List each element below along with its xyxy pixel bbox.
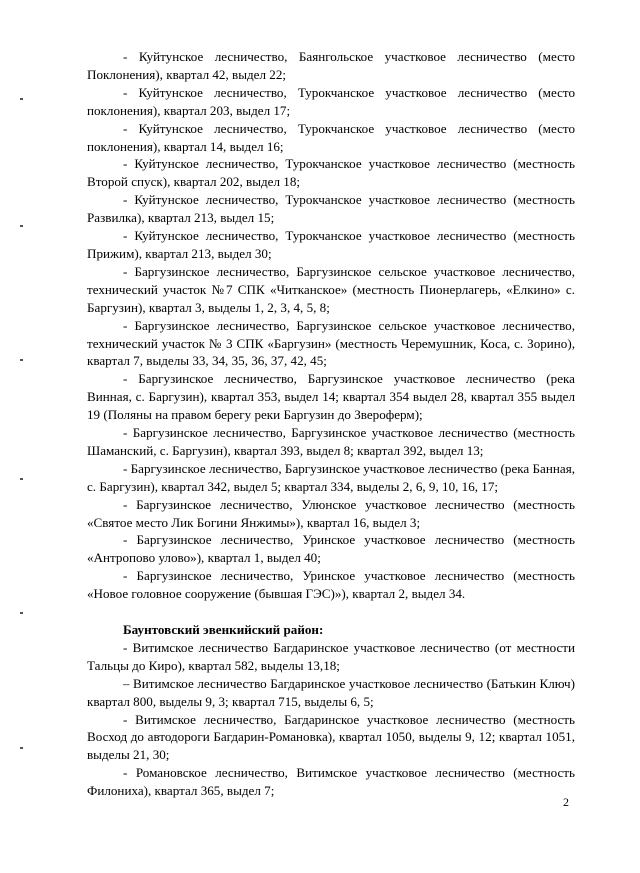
list-item: - Витимское лесничество Багдаринское участковое лесничество (от местности Тальцы до Киро), квартал 582, выделы 13,18; — [87, 639, 575, 673]
list-item: – Витимское лесничество Багдаринское участковое лесничество (Батькин Ключ) квартал 800, выделы 9, 3; квартал 715, выделы 6, 5; — [87, 675, 575, 709]
scan-mark — [20, 478, 23, 480]
list-item: - Баргузинское лесничество, Баргузинское участковое лесничество (река Винная, с. Баргузин), квартал 353, выдел 14; квартал 354 выдел 28, квартал 355 выдел 19 (Поляны на правом берегу реки Баргузин до Звероферм); — [87, 371, 575, 423]
list-item: - Куйтунское лесничество, Баянгольское участковое лесничество (место Поклонения), квартал 42, выдел 22; — [87, 49, 575, 82]
list-item: - Баргузинское лесничество, Баргузинское участковое лесничество (река Банная, с. Баргузин), квартал 342, выдел 5; квартал 334, выделы 2, 6, 9, 10, 16, 17; — [87, 460, 575, 494]
list-item: - Куйтунское лесничество, Турокчанское участковое лесничество (место поклонения), квартал 14, выдел 16; — [87, 120, 575, 154]
list-item: - Баргузинское лесничество, Уринское участковое лесничество (местность «Новое головное сооружение (бывшая ГЭС)»), квартал 2, выдел 34. — [87, 568, 575, 602]
list-item: - Куйтунское лесничество, Турокчанское участковое лесничество (место поклонения), квартал 203, выдел 17; — [87, 84, 575, 118]
scan-mark — [20, 359, 23, 361]
list-item: - Романовское лесничество, Витимское участковое лесничество (местность Филониха), квартал 365, выдел 7; — [87, 765, 575, 799]
document-body — [87, 48, 575, 800]
list-item: - Баргузинское лесничество, Баргузинское сельское участковое лесничество, технический участок № 3 СПК «Баргузин» (местность Черемушник, Коса, с. Зорино), квартал 7, выделы 33, 34, 35, 36, 37, 42, 45; — [87, 317, 575, 369]
spacer — [87, 603, 575, 621]
list-item: - Баргузинское лесничество, Баргузинское участковое лесничество (местность Шаманский, с. Баргузин), квартал 393, выдел 8; квартал 392, выдел 13; — [87, 425, 575, 458]
list-item: - Куйтунское лесничество, Турокчанское участковое лесничество (местность Развилка), квартал 213, выдел 15; — [87, 192, 575, 226]
list-item: - Куйтунское лесничество, Турокчанское участковое лесничество (местность Прижим), квартал 213, выдел 30; — [87, 228, 575, 261]
list-item: - Витимское лесничество, Багдаринское участковое лесничество (местность Восход до автодороги Багдарин-Романовка), квартал 1050, выделы 9, 12; квартал 1051, выделы 21, 30; — [87, 711, 575, 763]
scan-mark — [20, 612, 23, 614]
list-item: - Куйтунское лесничество, Турокчанское участковое лесничество (местность Второй спуск), квартал 202, выдел 18; — [87, 156, 575, 190]
page-number: 2 — [563, 795, 569, 809]
scan-mark — [20, 747, 23, 749]
list-item: - Баргузинское лесничество, Уринское участковое лесничество (местность «Антропово улово»), квартал 1, выдел 40; — [87, 532, 575, 566]
scan-mark — [20, 225, 23, 227]
scan-mark — [20, 98, 23, 100]
list-item: - Баргузинское лесничество, Баргузинское сельское участковое лесничество, технический участок №7 СПК «Читканское» (местность Пионерлагерь, «Елкино» с. Баргузин), квартал 3, выделы 1, 2, 3, 4, 5, 8; — [87, 263, 575, 315]
section-heading: Баунтовский эвенкийский район: — [123, 621, 324, 637]
list-item: - Баргузинское лесничество, Улюнское участковое лесничество (местность «Святое место Лик Богини Янжимы»), квартал 16, выдел 3; — [87, 496, 575, 530]
